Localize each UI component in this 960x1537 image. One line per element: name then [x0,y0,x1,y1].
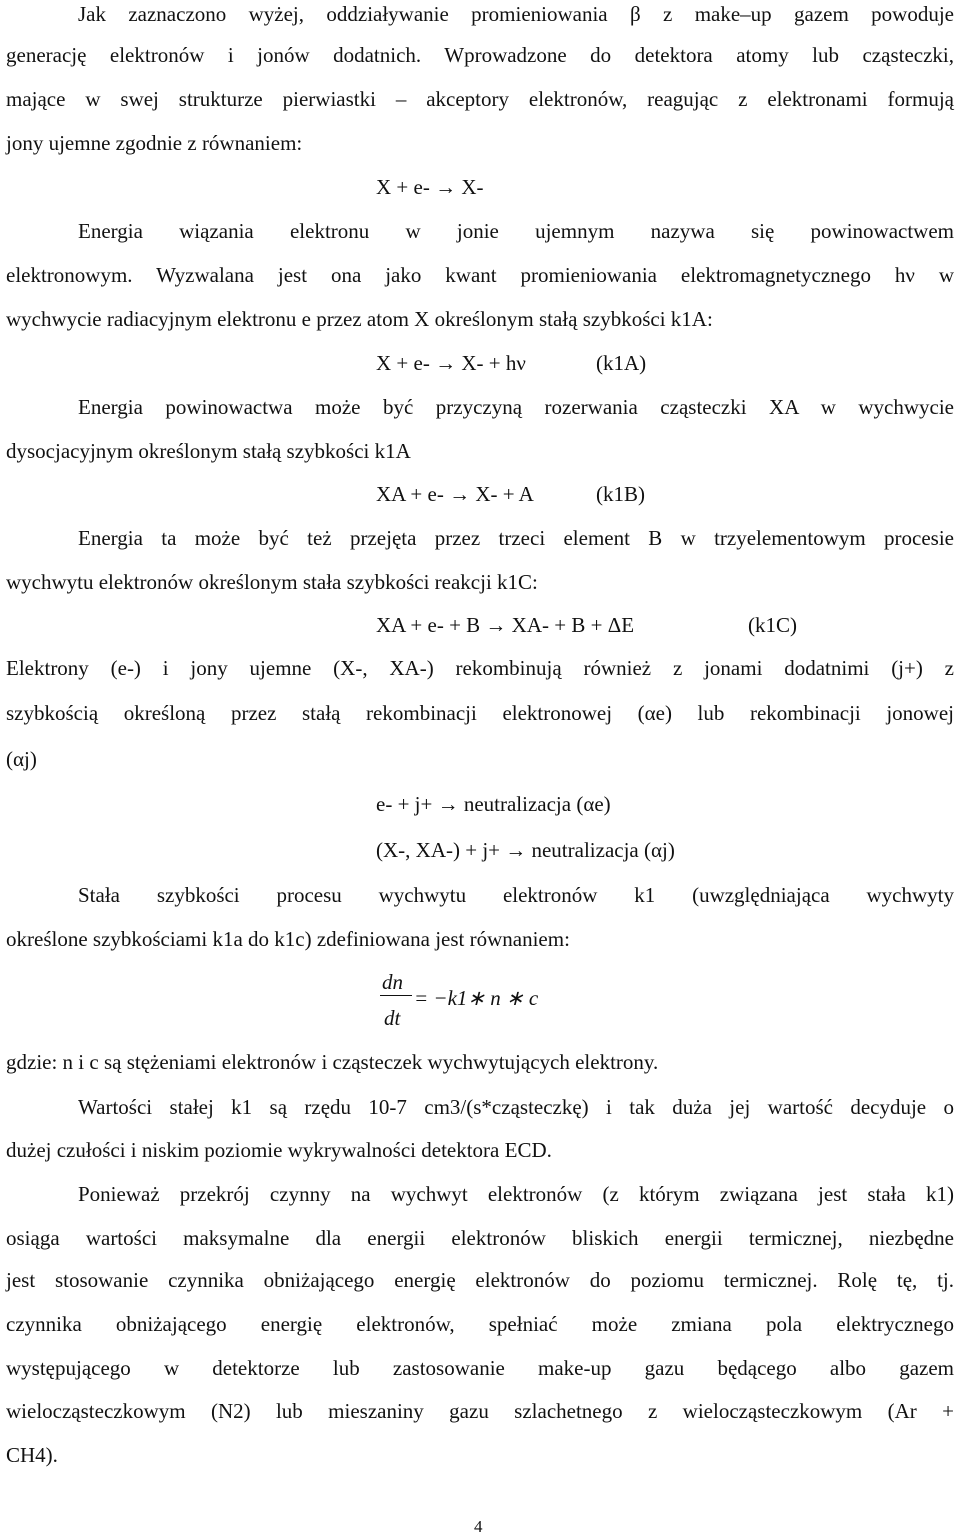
text-line: Energia powinowactwa może być przyczyną rozerwania cząsteczki XA w wychwycie [78,395,954,419]
text-line: Elektrony (e-) i jony ujemne (X-, XA-) rekombinują również z jonami dodatnimi (j+) z [6,656,954,680]
text-line: Ponieważ przekrój czynny na wychwyt elektronów (z którym związana jest stała k1) [78,1182,954,1206]
text-line: elektronowym. Wyzwalana jest ona jako kwant promieniowania elektromagnetycznego hν w [6,263,954,287]
text-line: gdzie: n i c są stężeniami elektronów i cząsteczek wychwytujących elektrony. [6,1050,659,1074]
page-number: 4 [474,1517,483,1536]
text-line: osiąga wartości maksymalne dla energii elektronów bliskich energii termicznej, niezbędne [6,1226,954,1250]
text-line: wychwycie radiacyjnym elektronu e przez atom X określonym stałą szybkości k1A: [6,307,713,331]
text-line: mające w swej strukturze pierwiastki – akceptory elektronów, reagując z elektronami formują [6,87,954,111]
fraction-numerator: dn [382,970,403,994]
fraction-bar [380,995,412,996]
text-line: Wartości stałej k1 są rzędu 10-7 cm3/(s*cząsteczkę) i tak duża jej wartość decyduje o [78,1095,954,1119]
rate-constant-label: (k1C) [748,613,797,637]
text-line: generację elektronów i jonów dodatnich. Wprowadzone do detektora atomy lub cząsteczki, [6,43,954,67]
text-line: określone szybkościami k1a do k1c) zdefiniowana jest równaniem: [6,927,570,951]
equation: e- + j+ → neutralizacja (αe) [376,792,611,816]
text-line: CH4). [6,1443,58,1467]
text-line: wielocząsteczkowym (N2) lub mieszaniny gazu szlachetnego z wielocząsteczkowym (Ar + [6,1399,954,1423]
equation: X + e- → X- + hν [376,351,526,375]
equation-rhs: = −k1∗ n ∗ c [414,986,539,1010]
text-line: Stała szybkości procesu wychwytu elektronów k1 (uwzględniająca wychwyty [78,883,954,907]
equation: XA + e- + B → XA- + B + ΔE [376,613,635,637]
rate-constant-label: (k1B) [596,482,645,506]
equation: X + e- → X- [376,175,484,199]
text-line: szybkością określoną przez stałą rekombinacji elektronowej (αe) lub rekombinacji jonowej [6,701,954,725]
text-line: jony ujemne zgodnie z równaniem: [6,131,303,155]
text-line: występującego w detektorze lub zastosowanie make-up gazu będącego albo gazem [6,1356,954,1380]
text-line: Energia wiązania elektronu w jonie ujemnym nazywa się powinowactwem [78,219,954,243]
equation: (X-, XA-) + j+ → neutralizacja (αj) [376,838,675,862]
text-line: dysocjacyjnym określonym stałą szybkości k1A [6,439,411,463]
fraction-denominator: dt [384,1006,401,1030]
text-line: dużej czułości i niskim poziomie wykrywalności detektora ECD. [6,1138,552,1162]
text-line: Jak zaznaczono wyżej, oddziaływanie promieniowania β z make–up gazem powoduje [78,2,954,26]
equation: XA + e- → X- + A [376,482,534,506]
text-line: Energia ta może być też przejęta przez trzeci element B w trzyelementowym procesie [78,526,954,550]
rate-constant-label: (k1A) [596,351,647,375]
text-line: (αj) [6,747,37,771]
text-line: jest stosowanie czynnika obniżającego energię elektronów do poziomu termicznej. Rolę tę, tj. [6,1268,954,1292]
text-line: czynnika obniżającego energię elektronów, spełniać może zmiana pola elektrycznego [6,1312,954,1336]
text-line: wychwytu elektronów określonym stała szybkości reakcji k1C: [6,570,538,594]
